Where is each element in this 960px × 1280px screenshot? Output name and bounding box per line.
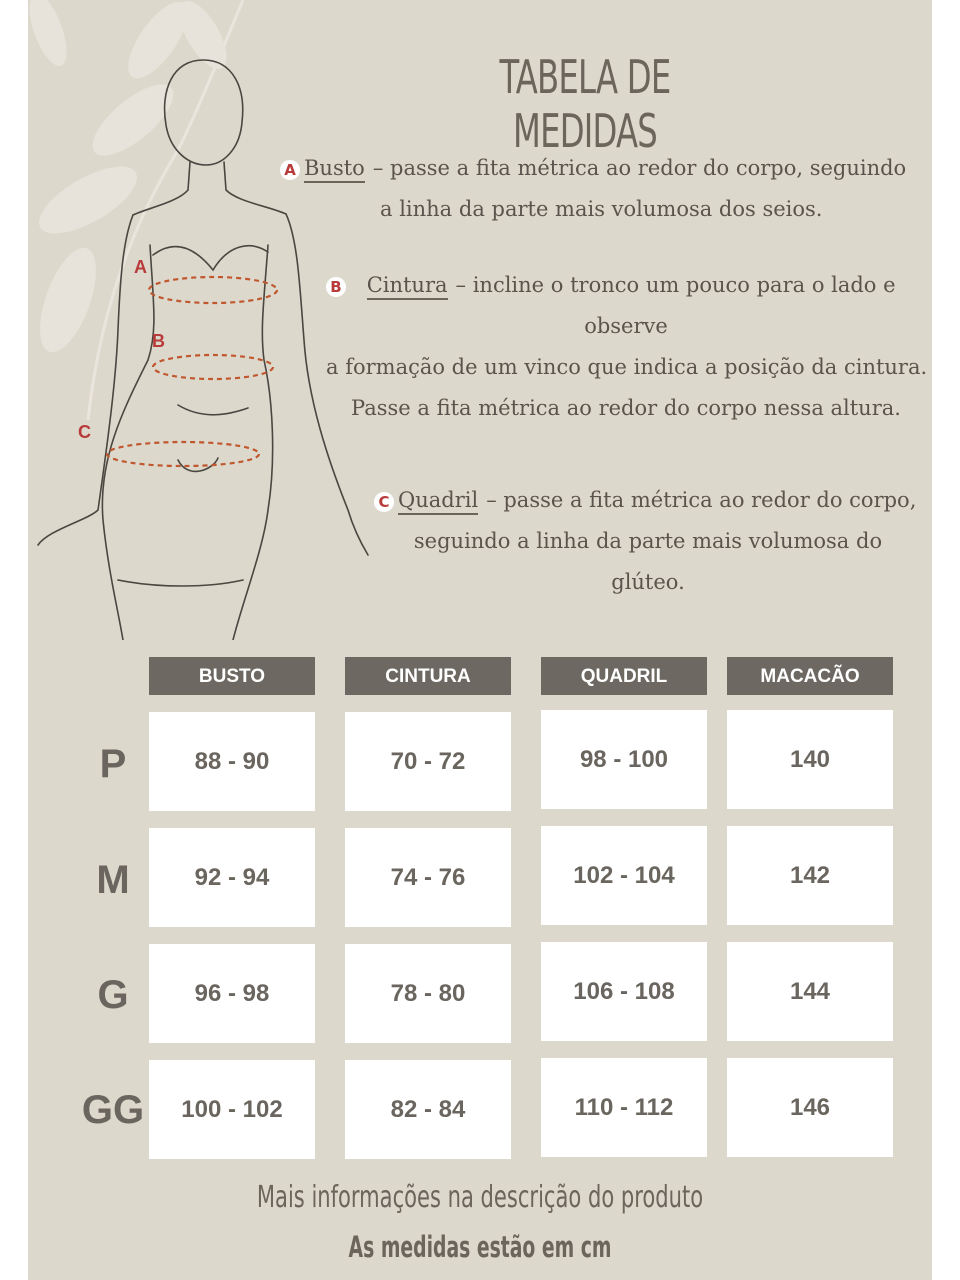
table-cell: 82 - 84: [345, 1060, 511, 1159]
table-cell: 74 - 76: [345, 828, 511, 927]
size-label-m: M: [96, 858, 130, 902]
instruction-line: – incline o tronco um pouco para o lado e: [455, 273, 896, 297]
instruction-cintura: [326, 265, 926, 429]
table-cell: 144: [727, 942, 893, 1041]
term-quadril: Quadril: [398, 487, 478, 515]
page-title: TABELA DE MEDIDAS: [499, 50, 671, 158]
table-cell: 70 - 72: [345, 712, 511, 811]
term-cintura: Cintura: [367, 272, 448, 300]
header-quadril: QUADRIL: [541, 657, 707, 695]
instruction-line: – passe a fita métrica ao redor do corpo, seguindo: [372, 156, 907, 180]
footer-units: As medidas estão em cm: [348, 1230, 612, 1264]
instruction-line: – passe a fita métrica ao redor do corpo,: [486, 488, 917, 512]
table-cell: 88 - 90: [149, 712, 315, 811]
figure-label-b: B: [152, 331, 165, 351]
table-cell: 106 - 108: [541, 942, 707, 1041]
size-label-gg: GG: [81, 1088, 145, 1132]
table-cell: 98 - 100: [541, 710, 707, 809]
badge-c: C: [374, 492, 394, 512]
table-cell: 96 - 98: [149, 944, 315, 1043]
table-cell: 140: [727, 710, 893, 809]
size-label-p: P: [99, 742, 127, 786]
header-macacao: MACACÃO: [727, 657, 893, 695]
badge-b: B: [326, 277, 346, 297]
term-busto: Busto: [304, 155, 365, 183]
table-cell: 110 - 112: [541, 1058, 707, 1157]
table-cell: 146: [727, 1058, 893, 1157]
table-cell: 100 - 102: [149, 1060, 315, 1159]
instruction-line: a formação de um vinco que indica a posição da cintura.: [326, 355, 928, 379]
figure-label-c: C: [78, 422, 91, 442]
table-cell: 102 - 104: [541, 826, 707, 925]
figure-label-a: A: [134, 257, 147, 277]
instruction-quadril: [374, 480, 922, 603]
header-cintura: CINTURA: [345, 657, 511, 695]
instruction-busto: [280, 148, 920, 230]
table-cell: 78 - 80: [345, 944, 511, 1043]
size-label-g: G: [97, 973, 129, 1017]
header-busto: BUSTO: [149, 657, 315, 695]
badge-a: A: [280, 160, 300, 180]
table-cell: 92 - 94: [149, 828, 315, 927]
size-chart-page: [28, 0, 932, 1280]
instruction-line: a linha da parte mais volumosa dos seios.: [380, 197, 823, 221]
instruction-line: Passe a fita métrica ao redor do corpo nessa altura.: [351, 396, 901, 420]
table-cell: 142: [727, 826, 893, 925]
instruction-line: observe: [584, 314, 668, 338]
footer-info: Mais informações na descrição do produto: [256, 1180, 704, 1215]
instruction-line: seguindo a linha da parte mais volumosa do: [413, 529, 883, 553]
instruction-line: glúteo.: [611, 570, 685, 594]
